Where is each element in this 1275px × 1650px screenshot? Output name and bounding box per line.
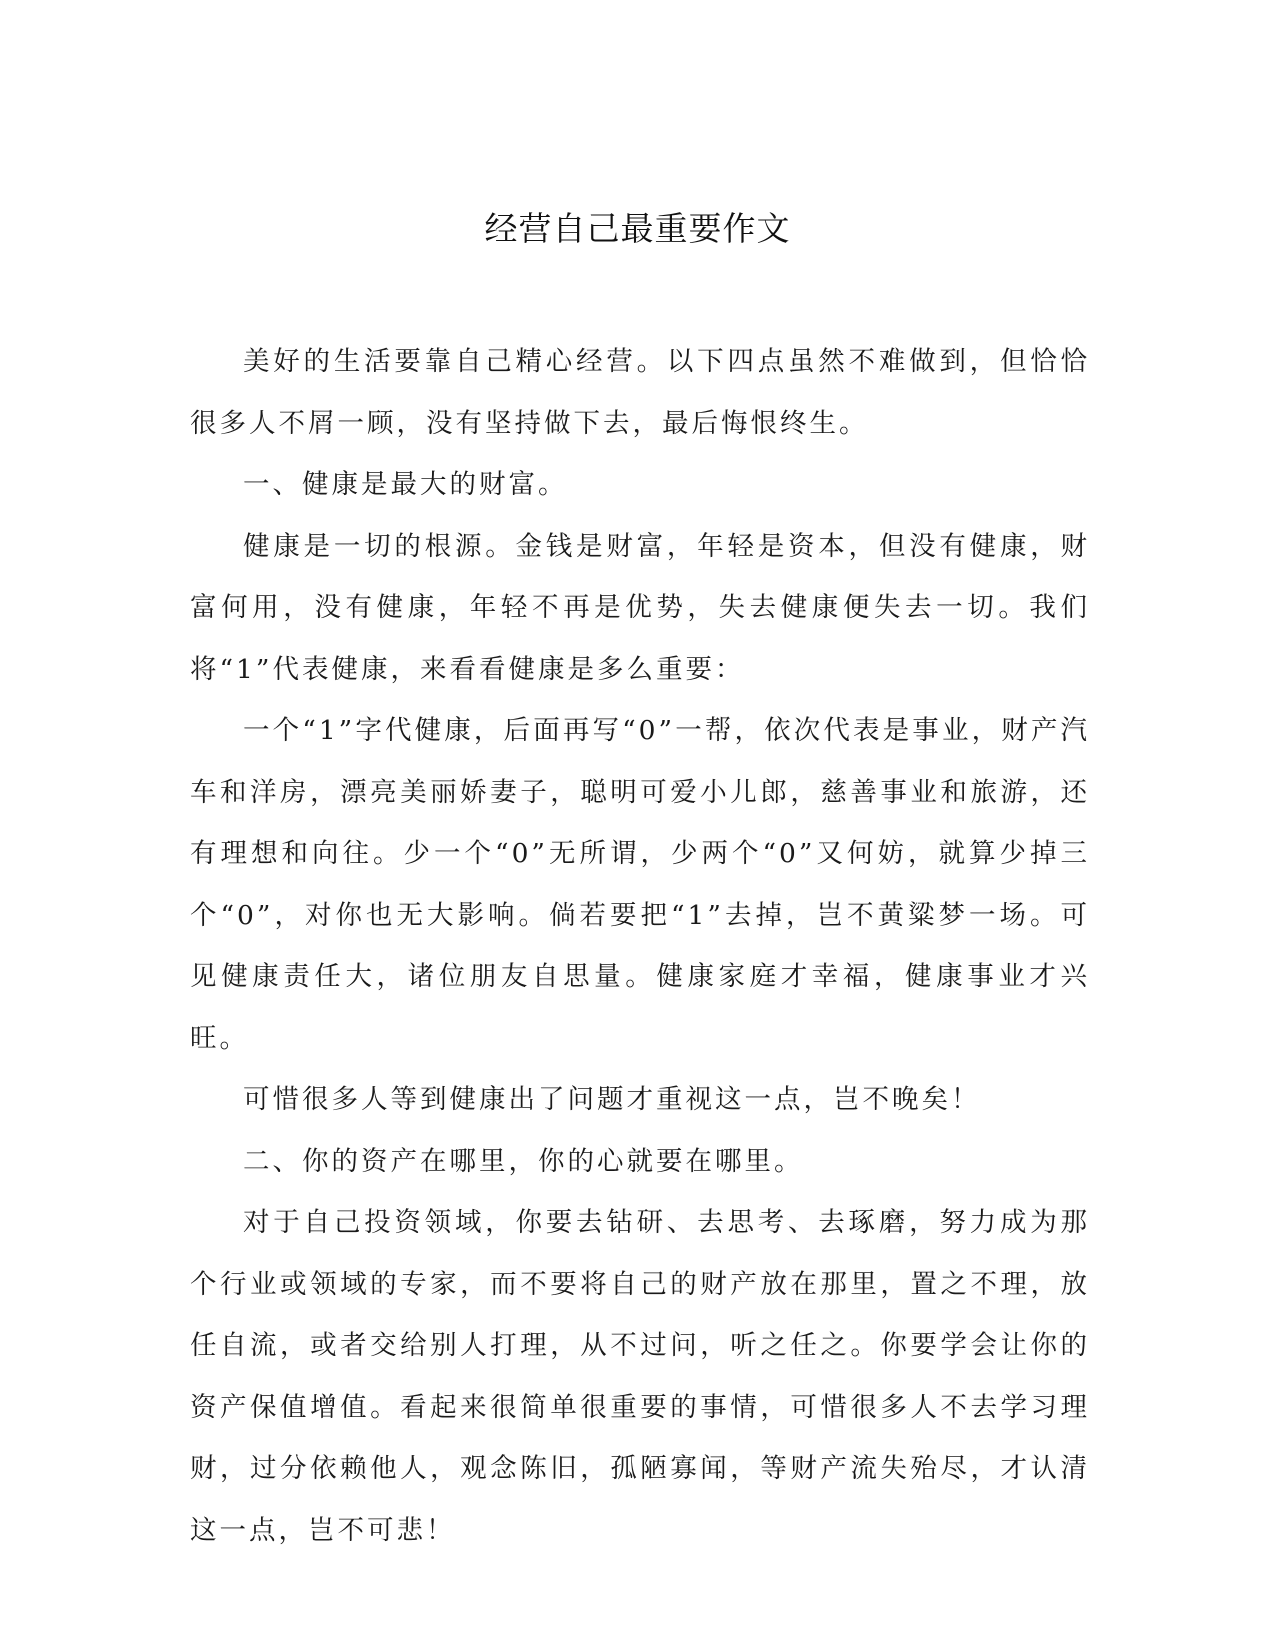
document-body — [190, 331, 1090, 1561]
document-title: 经营自己最重要作文 — [484, 209, 791, 248]
paragraph-intro: 美好的生活要靠自己精心经营。以下四点虽然不难做到，但恰恰很多人不屑一顾，没有坚持做下去，最后悔恨终生。 — [190, 346, 1090, 439]
paragraph-assets: 对于自己投资领域，你要去钻研、去思考、去琢磨，努力成为那个行业或领域的专家，而不要将自己的财产放在那里，置之不理，放任自流，或者交给别人打理，从不过问，听之任之。你要学会让你的资产保值增值。看起来很简单很重要的事情，可惜很多人不去学习理财，过分依赖他人，观念陈旧，孤陋寡闻，等财产流失殆尽，才认清这一点，岂不可悲！ — [190, 1207, 1090, 1546]
heading-health: 一、健康是最大的财富。 — [243, 469, 568, 500]
paragraph-health-regret: 可惜很多人等到健康出了问题才重视这一点，岂不晚矣！ — [243, 1084, 981, 1115]
paragraph-health-verse: 一个“1”字代健康，后面再写“0”一帮，依次代表是事业，财产汽车和洋房，漂亮美丽娇妻子，聪明可爱小儿郎，慈善事业和旅游，还有理想和向往。少一个“0”无所谓，少两个“0”又何妨，就算少掉三个“0”，对你也无大影响。倘若要把“1”去掉，岂不黄粱梦一场。可见健康责任大，诸位朋友自思量。健康家庭才幸福，健康事业才兴旺。 — [190, 715, 1090, 1054]
heading-assets: 二、你的资产在哪里，你的心就要在哪里。 — [243, 1145, 804, 1177]
paragraph-health: 健康是一切的根源。金钱是财富，年轻是资本，但没有健康，财富何用，没有健康，年轻不再是优势，失去健康便失去一切。我们将“1”代表健康，来看看健康是多么重要： — [190, 530, 1090, 685]
